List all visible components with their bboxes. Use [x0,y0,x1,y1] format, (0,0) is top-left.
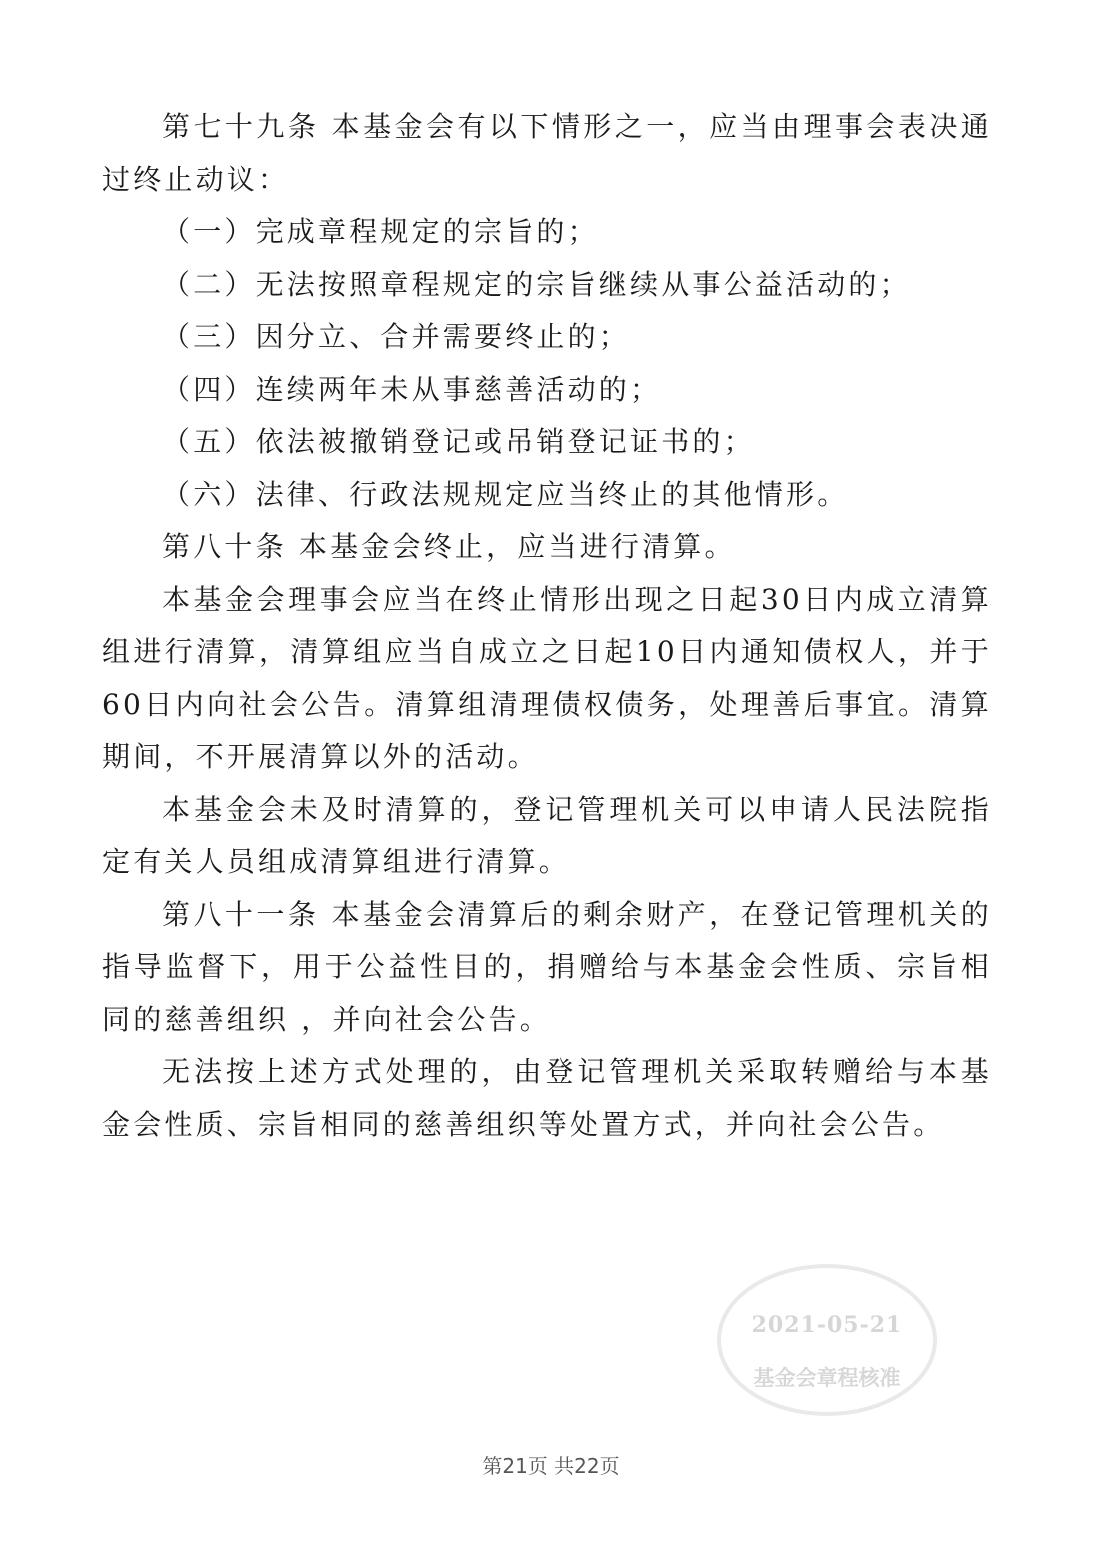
article-79-item-6: （六）法律、行政法规规定应当终止的其他情形。 [162,477,849,511]
article-79-item-5: （五）依法被撤销登记或吊销登记证书的； [162,425,755,458]
article-80-heading: 第八十条 本基金会终止，应当进行清算。 [162,530,736,563]
article-79-heading: 第七十九条 本基金会有以下情形之一，应当由理事会表决通过终止动议： [102,110,992,196]
article-79-item-3: （三）因分立、合并需要终止的； [162,320,631,353]
article-81-paragraph-2: 无法按上述方式处理的，由登记管理机关采取转赠给与本基金会性质、宗旨相同的慈善组织等处置方式，并向社会公告。 [102,1055,992,1141]
article-80-paragraph-1: 本基金会理事会应当在终止情形出现之日起30日内成立清算组进行清算，清算组应当自成立之日起10日内通知债权人，并于60日内向社会公告。清算组清理债权债务，处理善后事宜。清算期间，不开展清算以外的活动。 [102,582,992,773]
article-80-paragraph-2: 本基金会未及时清算的，登记管理机关可以申请人民法院指定有关人员组成清算组进行清算。 [102,792,992,878]
approval-stamp [717,1264,937,1416]
stamp-date: 2021-05-21 [751,1312,903,1338]
article-79-item-1: （一）完成章程规定的宗旨的； [162,215,599,248]
page-number-footer: 第21页 共22页 [482,1454,620,1478]
article-79-item-4: （四）连续两年未从事慈善活动的； [162,372,662,406]
document-body [102,101,992,1151]
article-81-heading: 第八十一条 本基金会清算后的剩余财产，在登记管理机关的指导监督下，用于公益性目的，捐赠给与本基金会性质、宗旨相同的慈善组织 ，并向社会公告。 [102,897,992,1036]
article-79-item-2: （二）无法按照章程规定的宗旨继续从事公益活动的； [162,267,911,301]
stamp-caption: 基金会章程核准 [753,1365,901,1390]
